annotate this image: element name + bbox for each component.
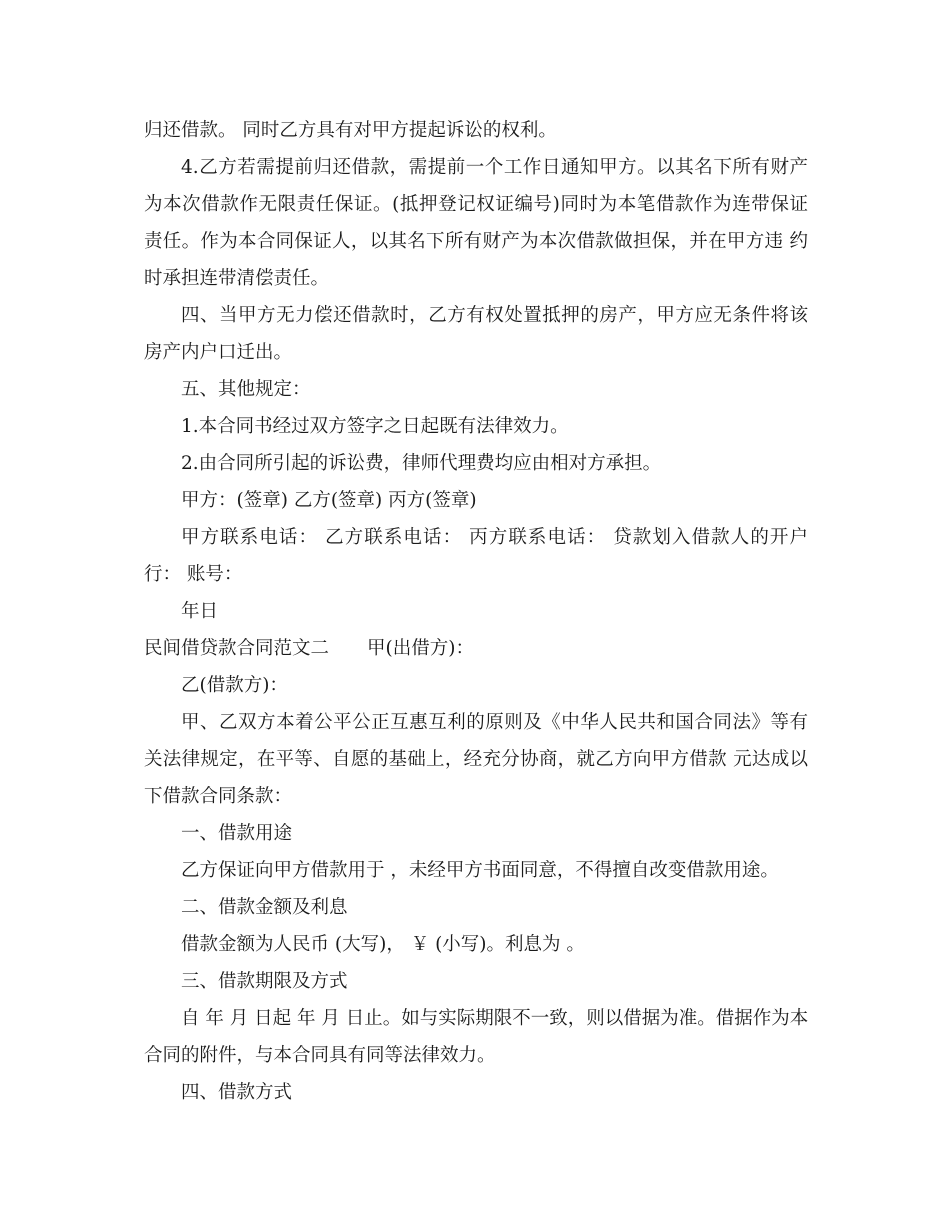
text-line: 4.乙方若需提前归还借款，需提前一个工作日通知甲方。以其名下所有财产 [181, 157, 808, 178]
contract-title: 民间借贷款合同范文二 [144, 638, 330, 659]
contract-title-line [144, 630, 808, 667]
text-line: 乙方保证向甲方借款用于 ，未经甲方书面同意，不得擅自改变借款用途。 [181, 860, 779, 881]
text-line: 借款金额为人民币 (大写)， ￥ (小写)。利息为 。 [181, 934, 585, 955]
text-line: 合同的附件，与本合同具有同等法律效力。 [144, 1045, 496, 1066]
text-line: 甲、乙双方本着公平公正互惠互利的原则及《中华人民共和国合同法》等有 [181, 712, 808, 733]
text-line: 自 年 月 日起 年 月 日止。如与实际期限不一致，则以借据为准。借据作为本 [181, 1008, 808, 1029]
section-heading: 二、借款金额及利息 [181, 897, 348, 918]
signature-line: 甲方：(签章) 乙方(签章) 丙方(签章) [181, 490, 477, 511]
text-line: 四、当甲方无力偿还借款时，乙方有权处置抵押的房产，甲方应无条件将该 [181, 305, 808, 326]
contact-line: 甲方联系电话： 乙方联系电话： 丙方联系电话： 贷款划入借款人的开户 [181, 527, 808, 548]
borrower-label: 乙(借款方)： [181, 675, 288, 696]
text-line: 房产内户口迁出。 [144, 342, 293, 363]
text-line: 下借款合同条款： [144, 786, 293, 807]
date-line: 年日 [181, 601, 219, 622]
section-heading: 四、借款方式 [181, 1082, 293, 1103]
text-line: 行： 账号： [144, 564, 243, 585]
section-heading: 五、其他规定： [181, 379, 311, 400]
lender-label: 甲(出借方)： [367, 638, 474, 659]
text-line: 责任。作为本合同保证人，以其名下所有财产为本次借款做担保，并在甲方违 约 [144, 231, 808, 252]
text-line: 时承担连带清偿责任。 [144, 268, 330, 289]
text-line: 为本次借款作无限责任保证。(抵押登记权证编号)同时为本笔借款作为连带保证 [144, 194, 808, 215]
section-heading: 一、借款用途 [181, 823, 293, 844]
contract-text [144, 112, 808, 1111]
text-line: 1.本合同书经过双方签字之日起既有法律效力。 [181, 416, 569, 437]
section-heading: 三、借款期限及方式 [181, 971, 348, 992]
text-line: 归还借款。 同时乙方具有对甲方提起诉讼的权利。 [144, 120, 557, 141]
text-line: 2.由合同所引起的诉讼费，律师代理费均应由相对方承担。 [181, 453, 662, 474]
text-line: 关法律规定，在平等、自愿的基础上，经充分协商，就乙方向甲方借款 元达成以 [144, 749, 808, 770]
